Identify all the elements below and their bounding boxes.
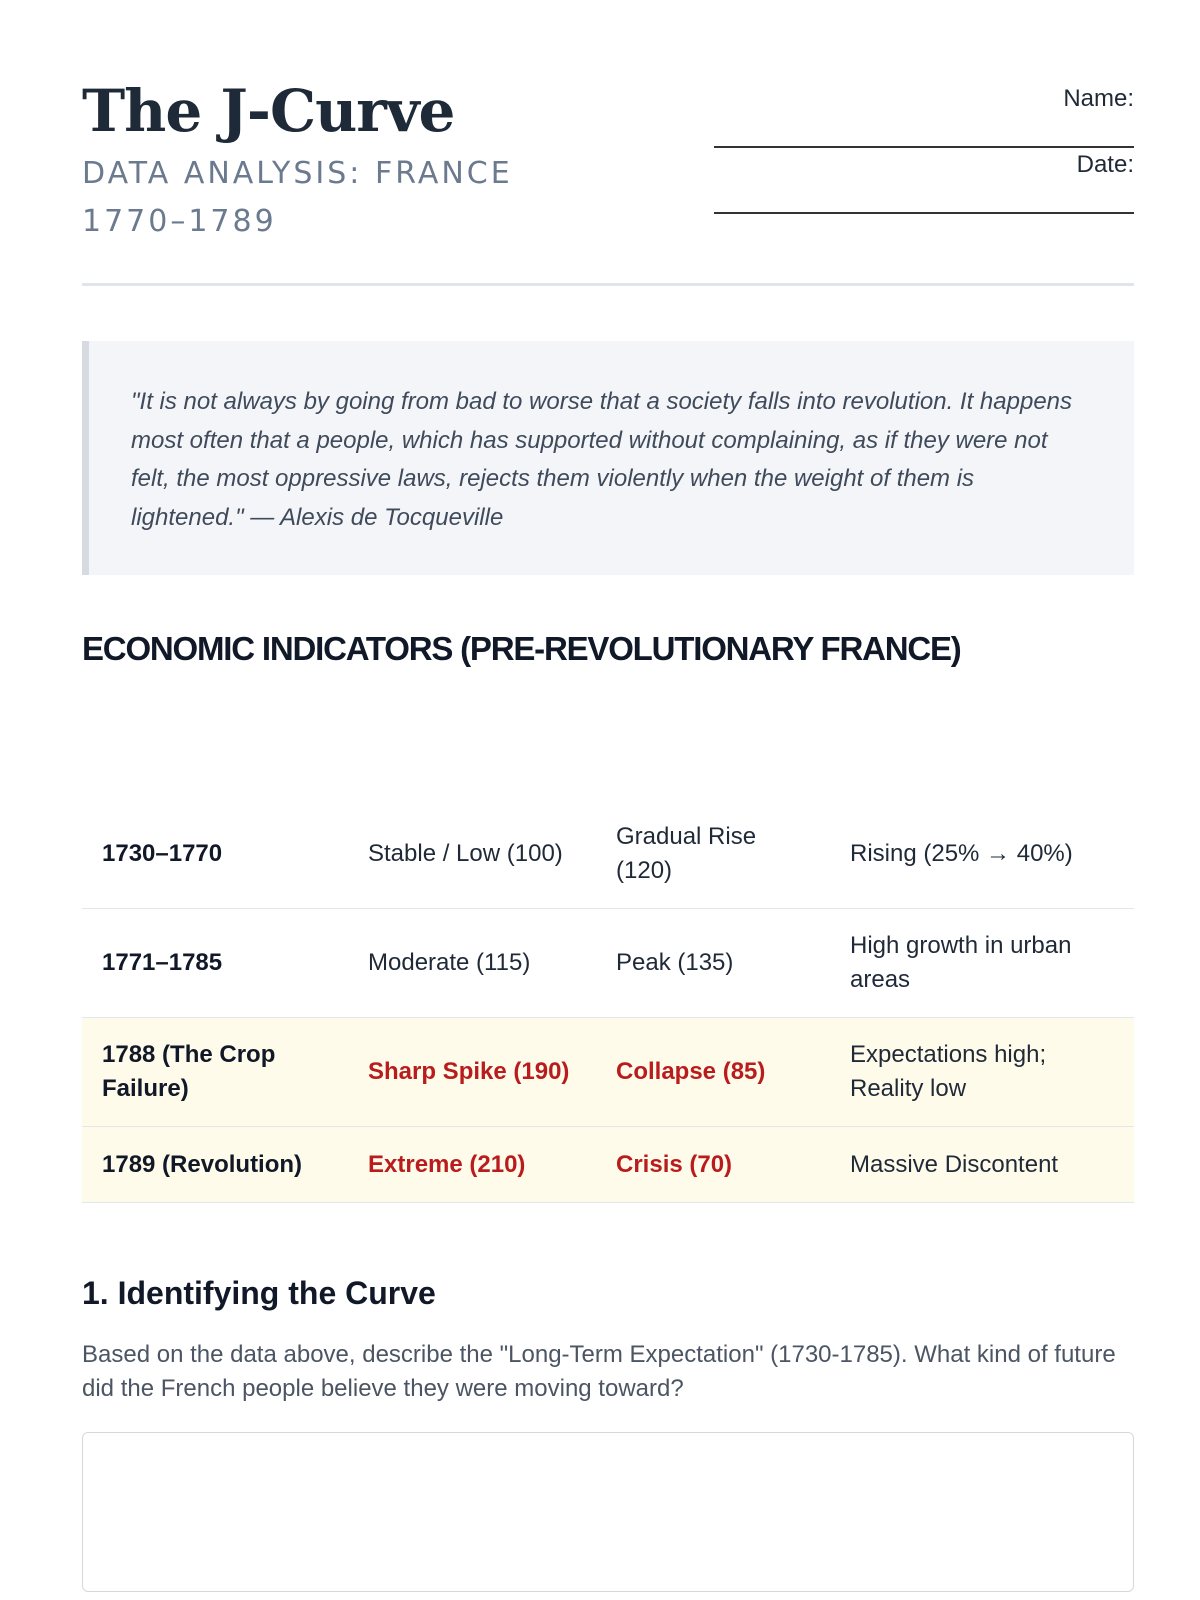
page-subtitle: DATA ANALYSIS: FRANCE 1770–1789	[82, 156, 513, 239]
period-cell: 1771–1785	[82, 909, 348, 1018]
date-field[interactable]	[714, 182, 1134, 214]
header-divider	[82, 283, 1134, 286]
alert-cell: Extreme (210)	[348, 1127, 596, 1203]
alert-cell: Collapse (85)	[596, 1018, 830, 1127]
tocqueville-quote: "It is not always by going from bad to worse that a society falls into revolution. It happens most often that a people, which has supported without complaining, as if they were not felt, the most oppressive laws, rejects them violently when the weight of them is lightened." — Alexis de Tocqueville	[82, 341, 1134, 575]
table-cell: High growth in urban areas	[830, 909, 1134, 1018]
name-label: Name:	[1063, 85, 1134, 112]
period-cell: 1788 (The Crop Failure)	[82, 1018, 348, 1127]
question-prompt: Based on the data above, describe the "Long-Term Expectation" (1730-1785). What kind of future did the French people believe they were moving toward?	[82, 1341, 1116, 1402]
table-cell: Expectations high; Reality low	[830, 1018, 1134, 1127]
worksheet-page	[82, 0, 1134, 1402]
table-row	[82, 909, 1134, 1018]
table-cell: Stable / Low (100)	[348, 800, 596, 909]
table-cell: Moderate (115)	[348, 909, 596, 1018]
table-cell: Massive Discontent	[830, 1127, 1134, 1203]
section-heading: ECONOMIC INDICATORS (PRE-REVOLUTIONARY FRANCE)	[82, 630, 961, 667]
table-row	[82, 800, 1134, 909]
table-cell: Peak (135)	[596, 909, 830, 1018]
economic-indicators-table	[82, 800, 1134, 1203]
date-label: Date:	[1076, 151, 1134, 178]
answer-box[interactable]	[82, 1432, 1134, 1592]
student-info	[714, 82, 1134, 214]
alert-cell: Crisis (70)	[596, 1127, 830, 1203]
worksheet-header	[82, 0, 1134, 286]
name-field[interactable]	[714, 116, 1134, 148]
alert-cell: Sharp Spike (190)	[348, 1018, 596, 1127]
table-cell: Rising (25% → 40%)	[830, 800, 1134, 909]
table-row-highlighted	[82, 1018, 1134, 1127]
period-cell: 1730–1770	[82, 800, 348, 909]
page-title: The J-Curve	[82, 77, 455, 145]
table-cell: Gradual Rise (120)	[596, 800, 830, 909]
question-heading: 1. Identifying the Curve	[82, 1275, 436, 1311]
table-row-highlighted	[82, 1127, 1134, 1203]
period-cell: 1789 (Revolution)	[82, 1127, 348, 1203]
